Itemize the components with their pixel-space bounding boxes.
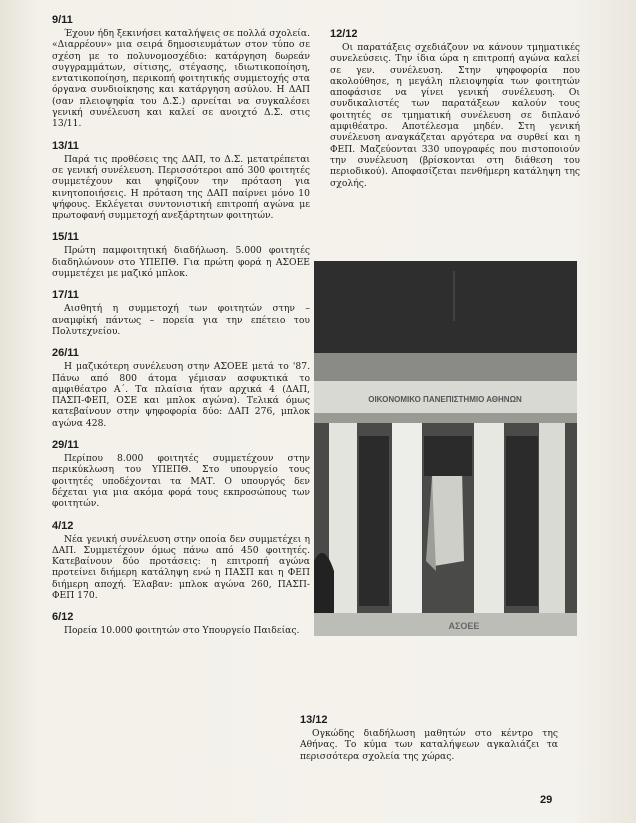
entry-text: Περίπου 8.000 φοιτητές συμμετέχουν στην περικύκλωση του ΥΠΕΠΘ. Στο υπουργείο τους φοιτητές υποδέχονται τα ΜΑΤ. Ο υπουργός δεν δέχεται για μια ακόμα φορά τους εκπροσώπους των φοιτητών. (52, 453, 310, 510)
base-sign: ΑΣΟΕΕ (448, 621, 480, 631)
entry-text: Αισθητή η συμμετοχή των φοιτητών στην – αναμφίκή πάντως – πορεία για την επέτειο του Πολυτεχνείου. (52, 303, 310, 337)
timeline-entry (52, 231, 310, 279)
timeline-entry (52, 347, 310, 429)
timeline-entry (52, 289, 310, 337)
entry-text: Ογκώδης διαδήλωση μαθητών στο κέντρο της Αθήνας. Το κύμα των καταλήψεων αγκαλιάζει τα περισσότερα σχολεία της χώρας. (300, 728, 558, 762)
entry-text: Πρώτη παμφοιτητική διαδήλωση. 5.000 φοιτητές διαδηλώνουν στο ΥΠΕΠΘ. Για πρώτη φορά η ΑΣΟΕΕ συμμετέχει με μαζικό μπλοκ. (52, 245, 310, 280)
timeline-entry (52, 439, 310, 509)
entry-date: 26/11 (52, 347, 79, 360)
entry-text: Παρά τις προθέσεις της ΔΑΠ, το Δ.Σ. μετατρέπεται σε γενική συνέλευση. Περισσότεροι από 300 φοιτητές συμμετέχουν και ψηφίζουν την πρόταση για κινητοποιήσεις. Η πρόταση της ΔΑΠ παίρνει μόνο 10 ψήφους. Εκλέγεται συντονιστική επιτροπή αγώνα με πρωτοφανή συμμετοχή ανεξάρτητων φοιτητών. (52, 153, 310, 222)
timeline-entry (52, 520, 310, 602)
entry-text: Έχουν ήδη ξεκινήσει καταλήψεις σε πολλά σχολεία. «Διαρρέουν» μια σειρά δημοσιευμάτων στον τύπο σε σχέση με το πολυνομοσχέδιο: κατάργηση δωρεάν συγγραμμάτων, σίτισης, στέγασης, ιδιωτικοποίηση, εντατικοποίηση, περικοπή φοιτητικής συμμετοχής στα όργανα συνδιοίκησης και κατάργηση ασύλου. Η ΔΑΠ (σαν πλειοψηφία του Δ.Σ.) αρνείται να συγκαλέσει γενική συνέλευση και καλεί σε ανοιχτό Δ.Σ. στις 13/11. (52, 28, 310, 130)
page-number: 29 (540, 794, 553, 806)
timeline-entry (52, 14, 310, 130)
timeline-entry (52, 611, 310, 636)
entry-text: Πορεία 10.000 φοιτητών στο Υπουργείο Παιδείας. (64, 625, 300, 637)
university-building-photo (314, 261, 577, 636)
left-column (52, 14, 310, 647)
timeline-entry (330, 28, 580, 189)
entry-date: 12/12 (330, 28, 358, 40)
entry-text: Νέα γενική συνέλευση στην οποία δεν συμμετέχει η ΔΑΠ. Συμμετέχουν όμως πάνω από 450 φοιτητές. Κατεβαίνουν δύο προτάσεις: η επιτροπή αγώνα προτείνει διήμερη κατάληψη ενώ η ΠΑΣΠ και η ΦΕΠ διήμερη αποχή. Έλαβαν: μπλοκ αγώνα 260, ΠΑΣΠ-ΦΕΠ 170. (52, 533, 310, 601)
building-sign: ΟΙΚΟΝΟΜΙΚΟ ΠΑΝΕΠΙΣΤΗΜΙΟ ΑΘΗΝΩΝ (368, 395, 522, 404)
entry-date: 17/11 (52, 289, 79, 302)
entry-date: 9/11 (52, 14, 73, 26)
entry-date: 29/11 (52, 439, 79, 452)
entry-date: 15/11 (52, 231, 79, 244)
right-column (330, 28, 580, 199)
timeline-entry (52, 140, 310, 222)
timeline-entry (300, 714, 558, 762)
entry-date: 4/12 (52, 519, 74, 532)
bottom-right-entry (300, 714, 558, 772)
building-photo-illustration (314, 261, 577, 636)
entry-text: Οι παρατάξεις σχεδιάζουν να κάνουν τμηματικές συνελεύσεις. Την ίδια ώρα η επιτροπή αγώνα καλεί σε γεν. συνέλευση. Στην ψηφοφορία που ακολούθησε, η μεγάλη πλειοψηφία των φοιτητών αποφάσισε να γίνει γενική συνέλευση. Οι συνδικαλιστές των παρατάξεων καλούν τους φοιτητές σε τμηματική συνέλευση σε διπλανό αμφιθέατρο. Αποτέλεσμα μηδέν. Στη γενική συνέλευση αναγκάζεται αργότερα να συρθεί και η ΦΕΠ. Μαζεύονται 330 υπογραφές που πιστοποιούν την συνέλευση (βρίσκονται στη διάθεση του περιοδικού). Αποφασίζεται πενθήμερη κατάληψη της σχολής. (330, 42, 580, 189)
entry-date: 13/11 (52, 139, 79, 152)
entry-text: Η μαζικότερη συνέλευση στην ΑΣΟΕΕ μετά το '87. Πάνω από 800 άτομα γέμισαν ασφυκτικά το αμφιθέατρο Α΄. Τα πλαίσια ήταν αρχικά 4 (ΔΑΠ, ΠΑΣΠ-ΦΕΠ, ΟΣΕ και μπλοκ αγώνα). Τελικά όμως κατεβαίνουν στην ψηφοφορία δύο: ΔΑΠ 276, μπλοκ αγώνα 428. (52, 361, 310, 429)
entry-date: 6/12 (52, 611, 74, 624)
entry-date: 13/12 (300, 714, 328, 726)
